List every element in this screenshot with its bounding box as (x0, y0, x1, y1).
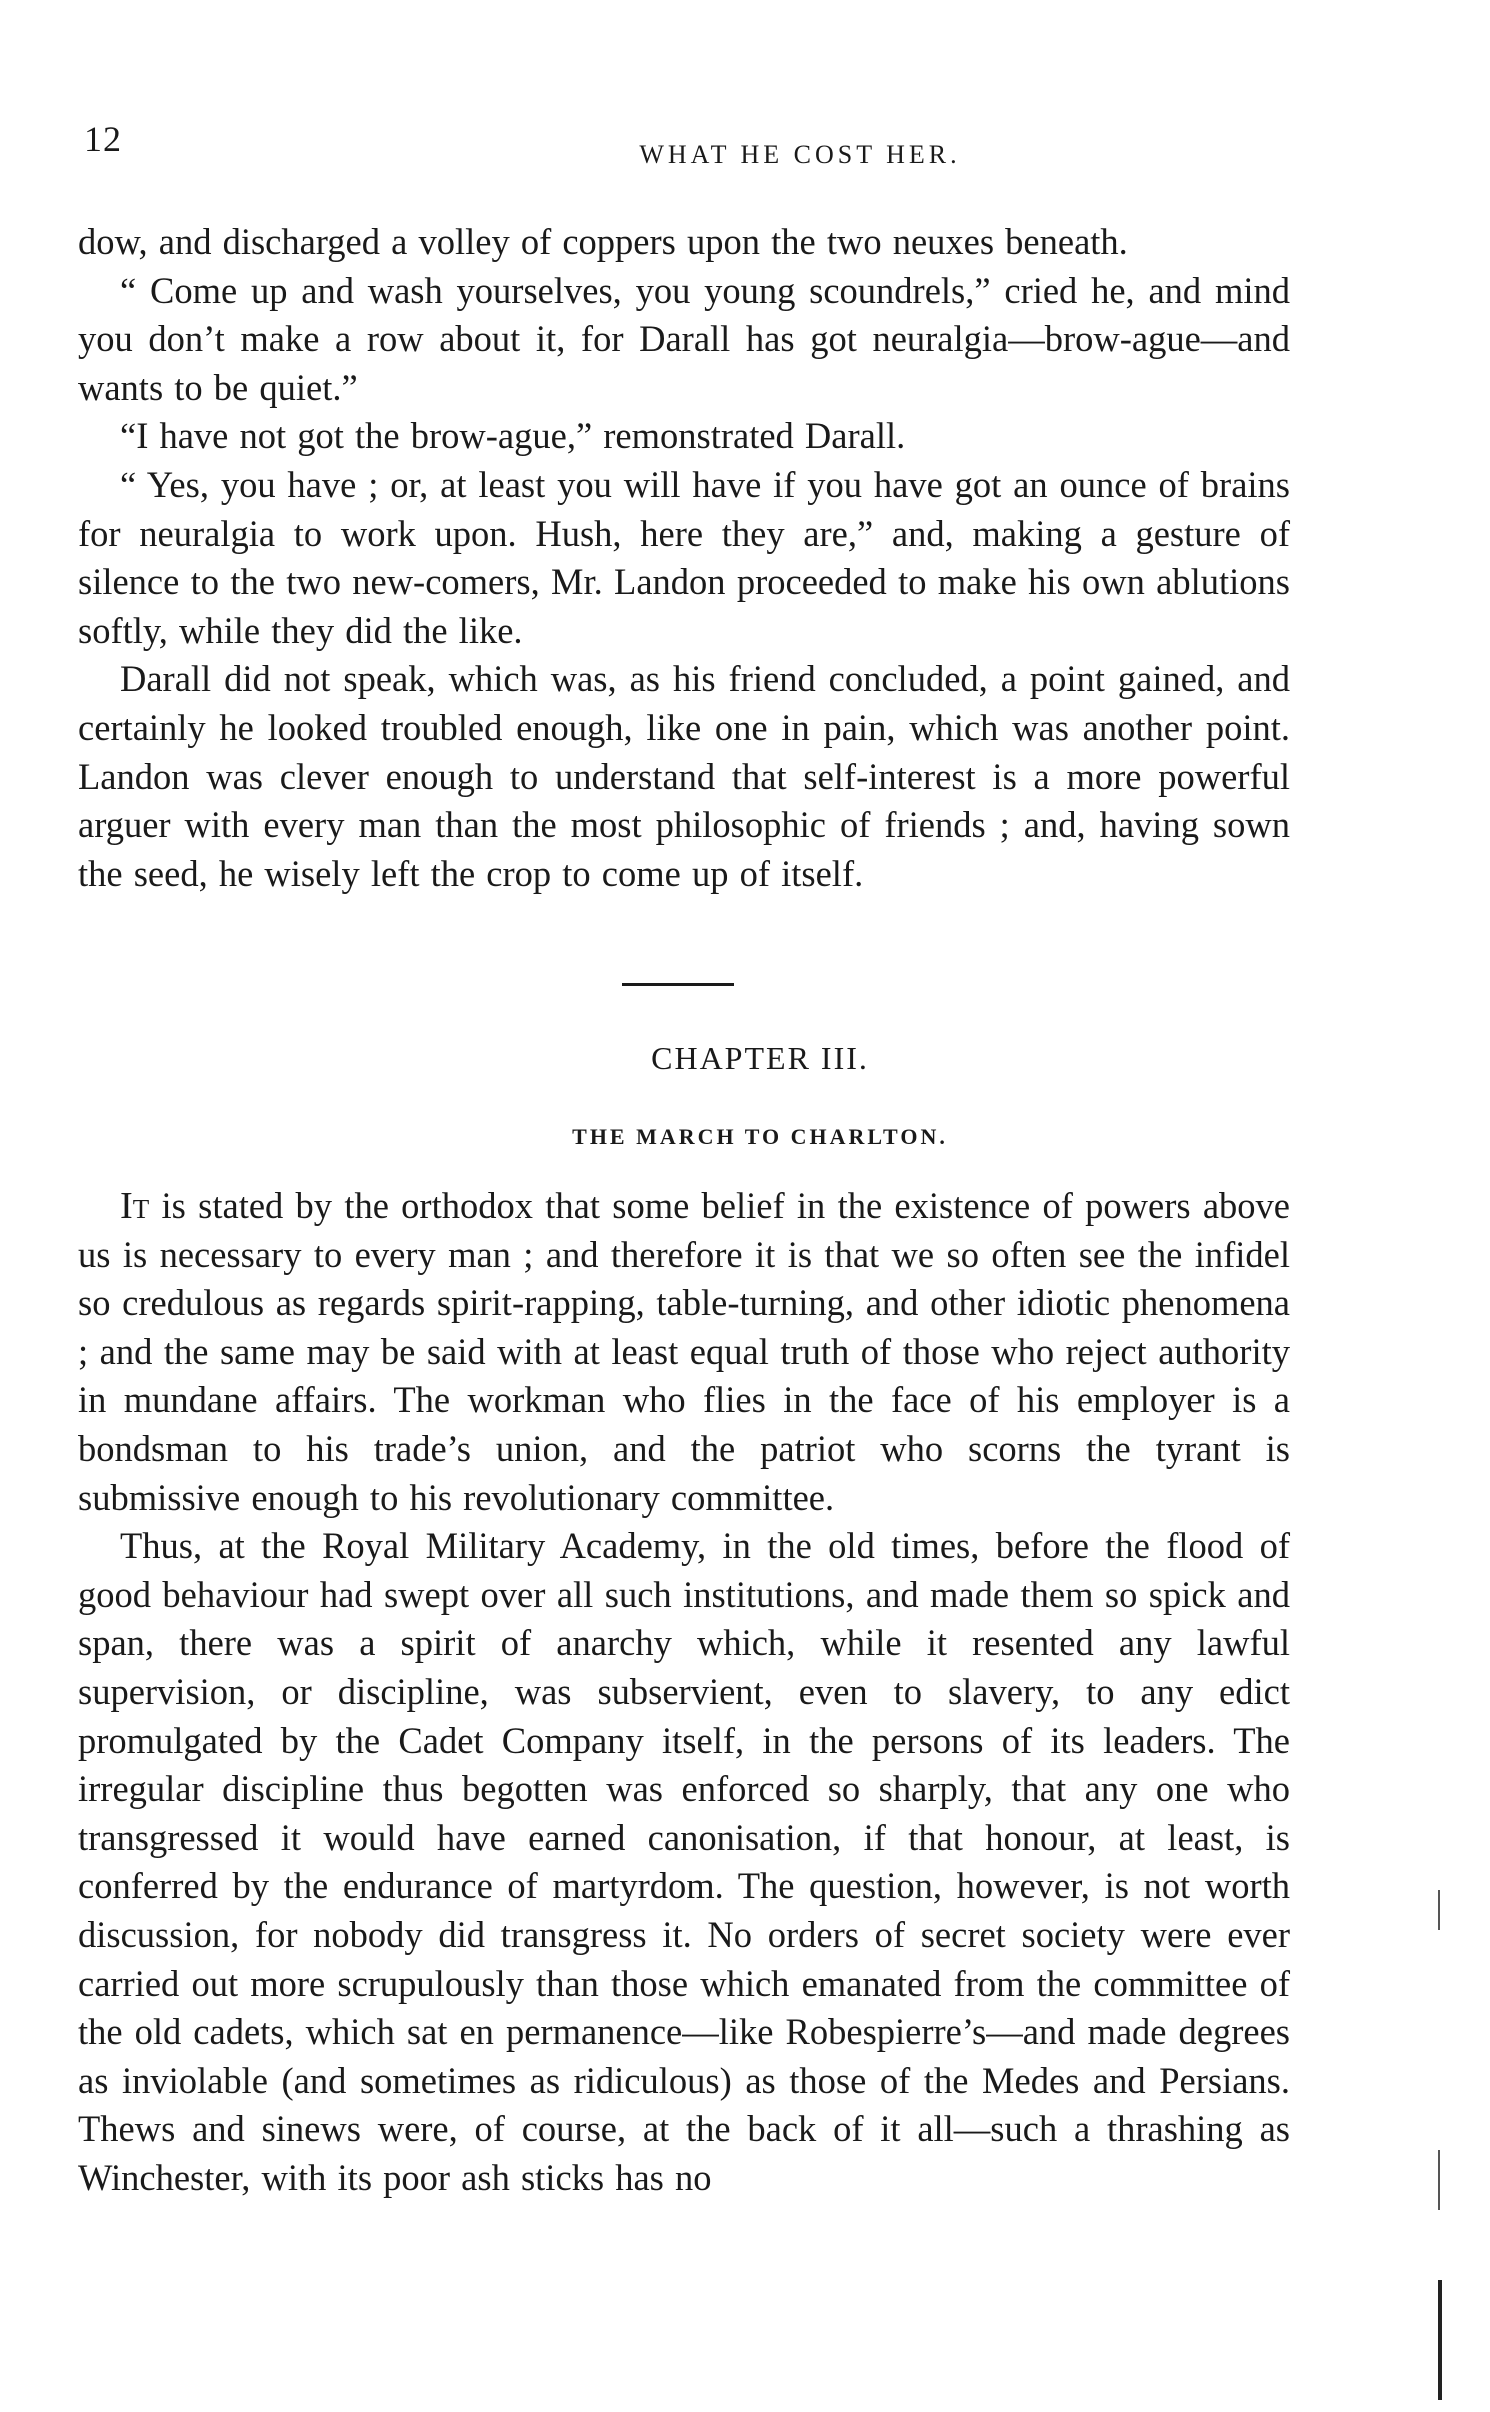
scan-edge-mark (1438, 2280, 1442, 2400)
paragraph: “I have not got the brow-ague,” remonstrated Darall. (120, 415, 906, 457)
paragraph: dow, and discharged a volley of coppers upon the two neuxes beneath. (78, 221, 1128, 262)
chapter-body-text (78, 1182, 1290, 2202)
paragraph: “ Come up and wash yourselves, you young scoundrels,” cried he, and mind you don’t make a row about it, for Darall has got neuralgia—brow-ague—and wants to be quiet.” (78, 269, 1290, 408)
drop-word: It (120, 1185, 150, 1227)
section-divider-rule (622, 983, 734, 986)
paragraph: Darall did not speak, which was, as his friend concluded, a point gained, and certainly he looked troubled enough, like one in pain, which was another point. Landon was clever enough to understand that self-interest is a more powerful arguer with every man than the most philosophic of friends ; and, having sown the seed, he wisely left the crop to come up of itself. (78, 658, 1290, 894)
paragraph: “ Yes, you have ; or, at least you will have if you have got an ounce of brains for neuralgia to work upon. Hush, here they are,” and, making a gesture of silence to the two new-comers, Mr. Landon proceeded to make his own ablutions softly, while they did the like. (78, 463, 1290, 651)
chapter-title: CHAPTER III. (651, 1040, 869, 1076)
scan-edge-mark (1438, 1890, 1440, 1930)
section-previous-chapter-text (78, 218, 1290, 898)
paragraph-text: is stated by the orthodox that some belief in the existence of powers above us is necessary to every man ; and therefore it is that we so often see the infidel so credulous as regards spirit-rapping, table-turning, and other idiotic phenomena ; and the same may be said with at least equal truth of those who reject authority in mundane affairs. The workman who flies in the face of his employer is a bondsman to his trade’s union, and the patriot who scorns the tyrant is submissive enough to his revolutionary committee. (78, 1185, 1290, 1518)
page-number: 12 (84, 119, 122, 159)
paragraph (78, 1182, 1290, 1522)
chapter-subtitle: THE MARCH TO CHARLTON. (572, 1124, 948, 1149)
paragraph: Thus, at the Royal Military Academy, in the old times, before the flood of good behaviour had swept over all such institutions, and made them so spick and span, there was a spirit of anarchy which, while it resented any lawful supervision, or discipline, was subservient, even to slavery, to any edict promulgated by the Cadet Company itself, in the persons of its leaders. The irregular discipline thus begotten was enforced so sharply, that any one who transgressed it would have earned canonisation, if that honour, at least, is conferred by the endurance of martyrdom. The question, however, is not worth discussion, for nobody did transgress it. No orders of secret society were ever carried out more scrupulously than those which emanated from the committee of the old cadets, which sat en permanence—like Robespierre’s—and made degrees as inviolable (and sometimes as ridiculous) as those of the Medes and Persians. Thews and sinews were, of course, at the back of it all—such a thrashing as Winchester, with its poor ash sticks has no (78, 1525, 1290, 2198)
scan-edge-mark (1438, 2150, 1440, 2210)
running-title: WHAT HE COST HER. (639, 140, 961, 169)
